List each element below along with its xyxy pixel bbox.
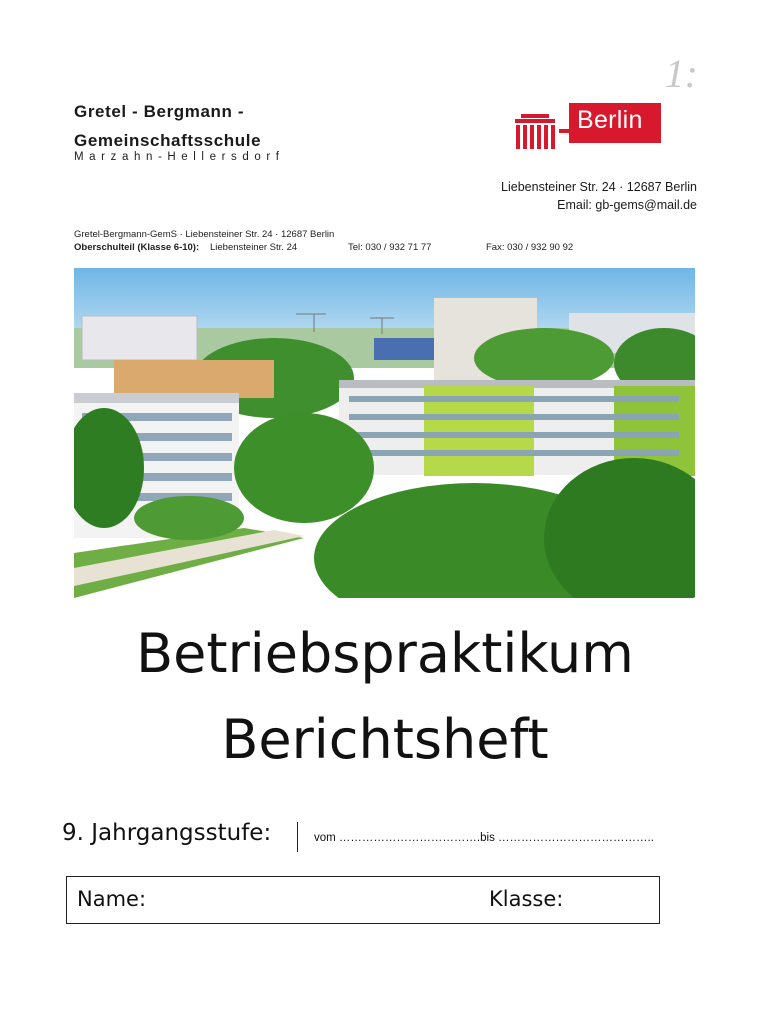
branch-address: Liebensteiner Str. 24	[210, 242, 298, 253]
sender-line: Gretel-Bergmann-GemS · Liebensteiner Str. 24 · 12687 Berlin	[74, 229, 335, 240]
title-line2: Berichtsheft	[221, 708, 549, 771]
school-photo	[74, 268, 695, 598]
branch-row	[74, 242, 694, 256]
school-name-line1: Gretel - Bergmann -	[74, 102, 245, 121]
school-name-line2: Gemeinschaftsschule	[74, 131, 262, 150]
contact-address: Liebensteiner Str. 24 · 12687 Berlin	[501, 180, 697, 194]
school-building-photo	[74, 268, 695, 598]
grade-row	[62, 820, 702, 856]
name-label[interactable]: Name:	[77, 887, 147, 911]
school-district: Marzahn-Hellersdorf	[74, 151, 285, 163]
class-label[interactable]: Klasse:	[489, 887, 564, 911]
school-name	[74, 97, 261, 155]
grade-divider	[297, 822, 298, 852]
contact-block	[501, 178, 697, 214]
branch-phone: Tel: 030 / 932 71 77	[348, 242, 432, 253]
name-class-box	[66, 876, 660, 924]
branch-fax: Fax: 030 / 932 90 92	[486, 242, 574, 253]
grade-label: 9. Jahrgangsstufe:	[62, 820, 272, 846]
period-field[interactable]: vom ……………………………….bis …………………………………..	[314, 832, 654, 844]
contact-email: Email: gb-gems@mail.de	[557, 198, 697, 212]
berlin-logo-text: Berlin	[577, 106, 643, 134]
brandenburg-gate-icon	[515, 103, 573, 151]
page-number: 1:	[664, 51, 698, 96]
title-line1: Betriebspraktikum	[136, 622, 634, 685]
branch-label: Oberschulteil (Klasse 6-10):	[74, 242, 200, 253]
berlin-logo	[515, 103, 665, 151]
